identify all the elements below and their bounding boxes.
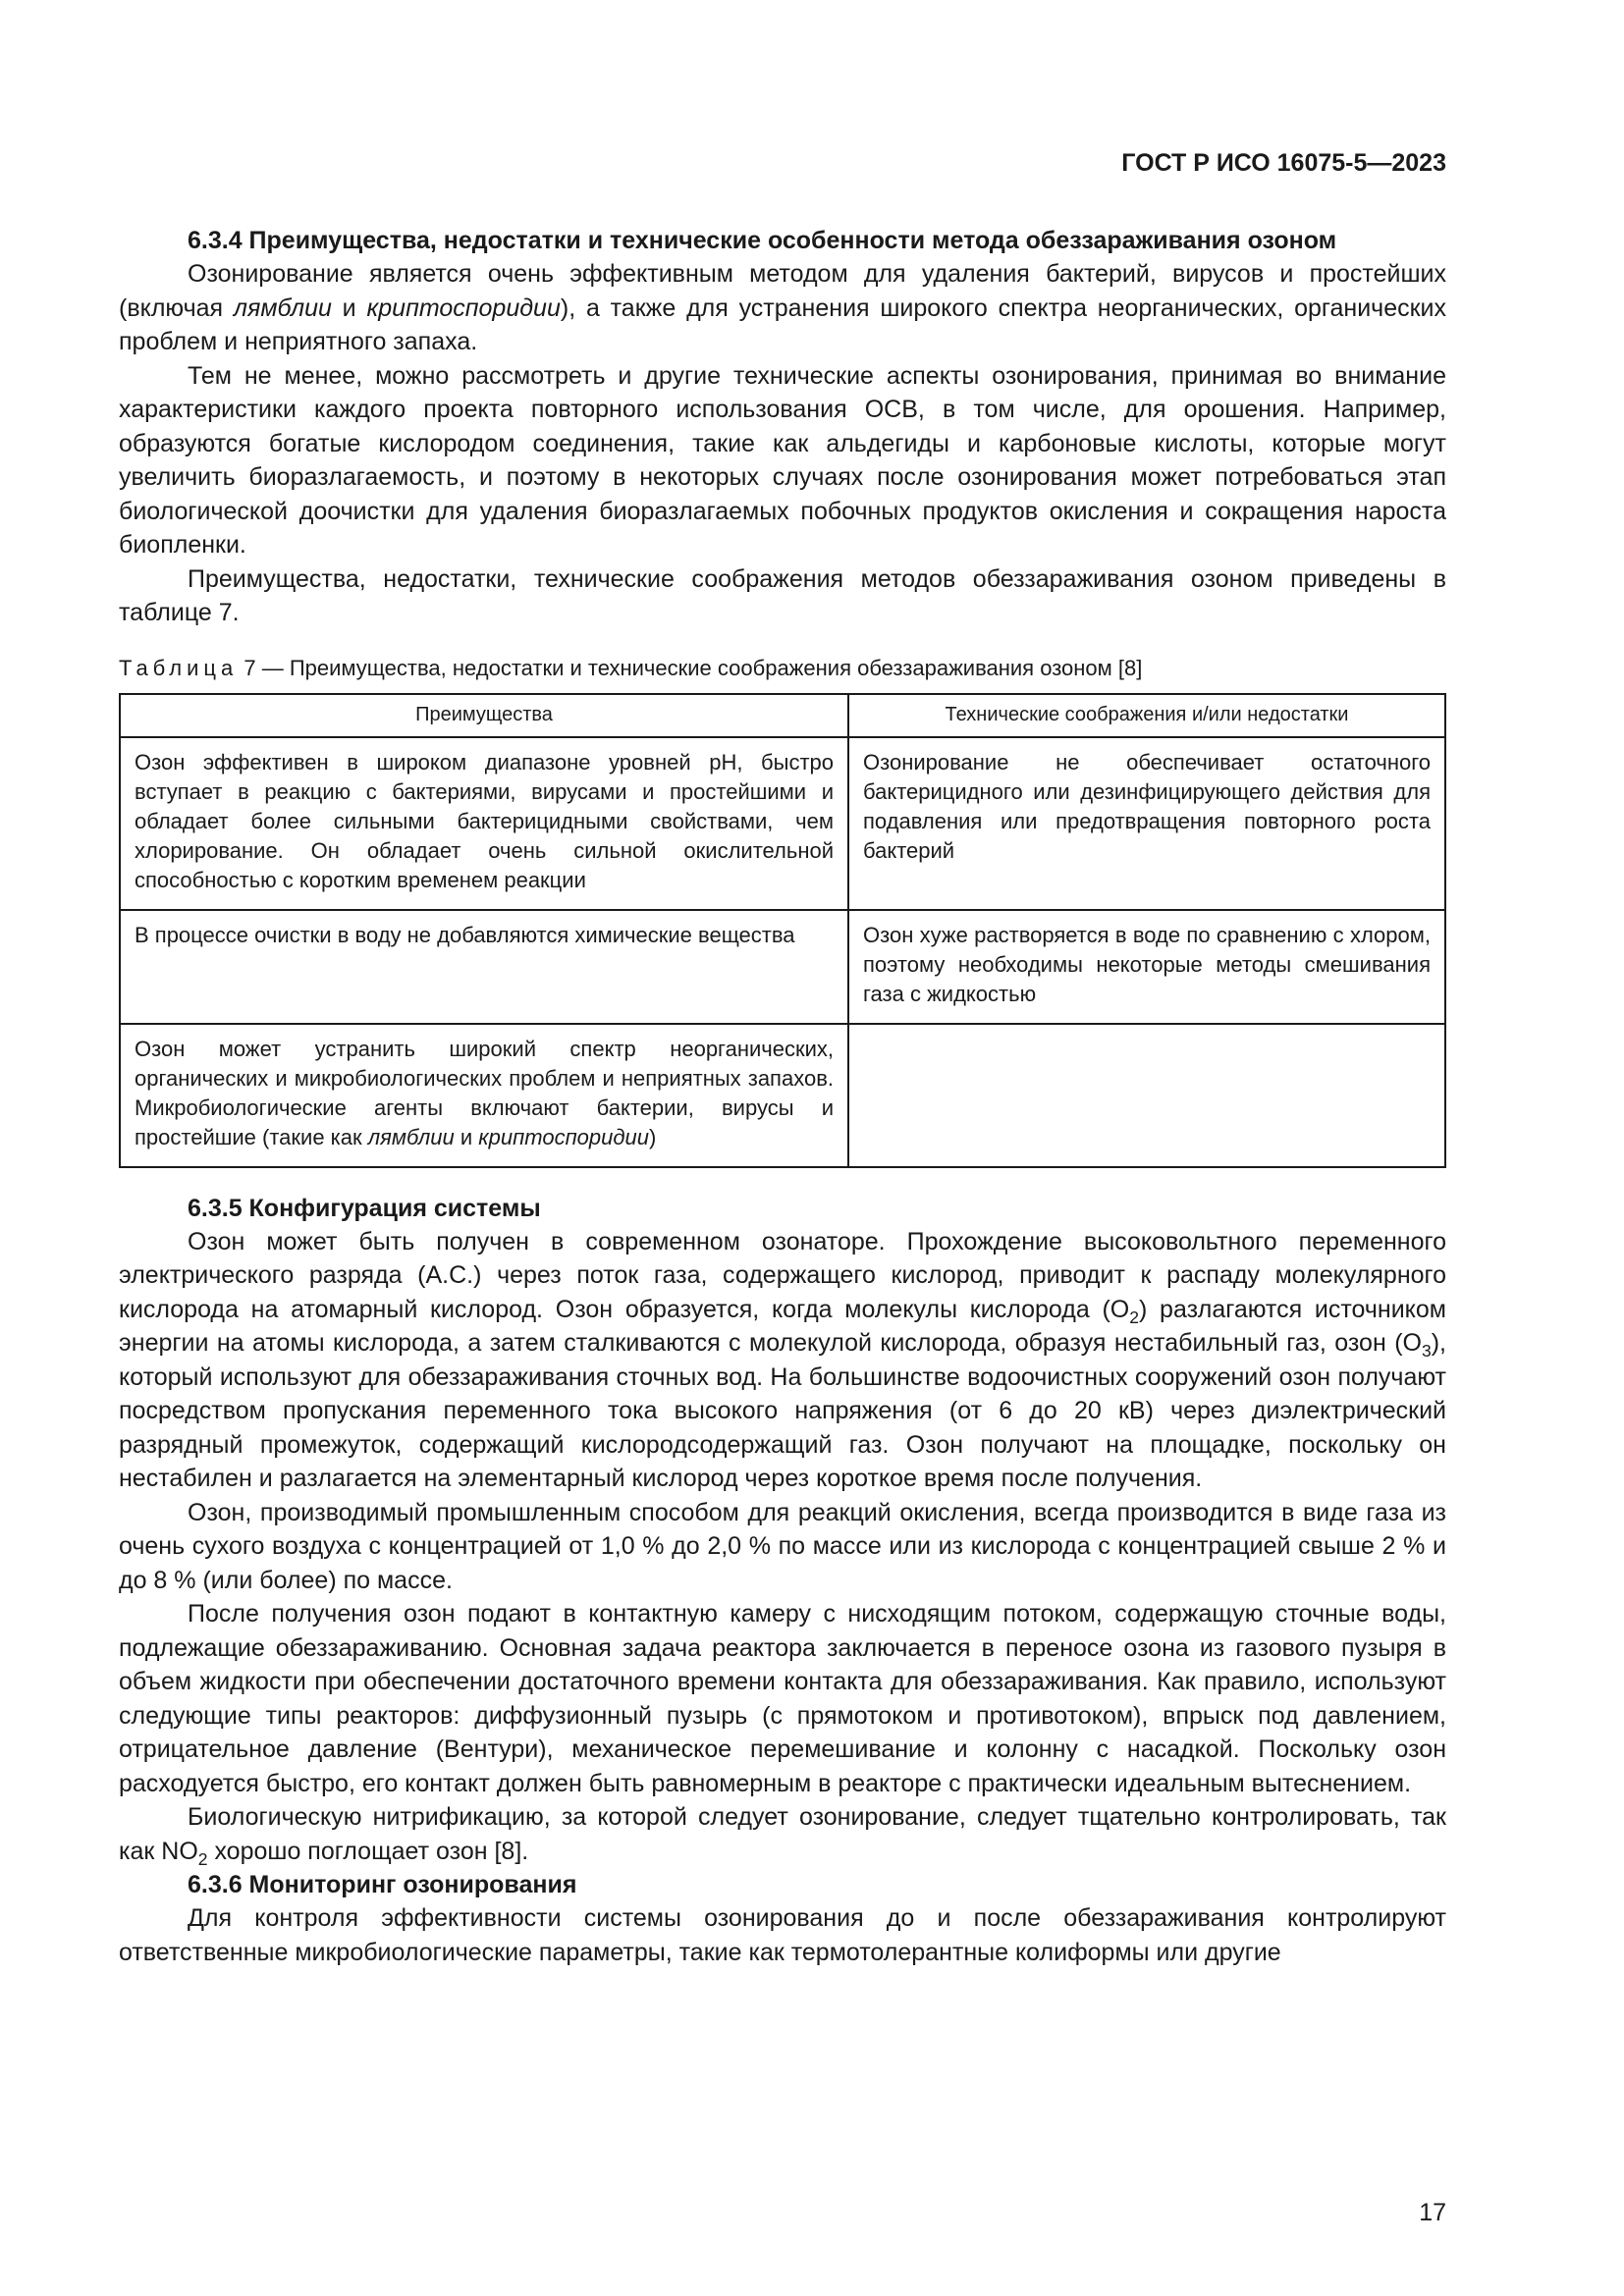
section-6-3-4-heading: 6.3.4 Преимущества, недостатки и технические особенности метода обеззараживания озоном bbox=[188, 227, 1337, 254]
table-cell: Озон хуже растворяется в воде по сравнению с хлором, поэтому необходимы некоторые методы смешивания газа с жидкостью bbox=[848, 910, 1445, 1024]
table-cell: Озонирование не обеспечивает остаточного бактерицидного или дезинфицирующего действия для подавления или предотвращения повторного роста бактерий bbox=[848, 737, 1445, 910]
table-row bbox=[120, 910, 1445, 1024]
section-6-3-4-paragraph-1: Озонирование является очень эффективным методом для удаления бактерий, вирусов и простейших (включая лямблии и криптоспоридии), а также для устранения широкого спектра неорганических, органических проблем и неприятного запаха. bbox=[119, 260, 1446, 355]
table-cell-empty bbox=[848, 1024, 1445, 1167]
table-row bbox=[120, 1024, 1445, 1167]
table-cell: Озон эффективен в широком диапазоне уровней pH, быстро вступает в реакцию с бактериями, вирусами и простейшими и обладает более сильными бактерицидными свойствами, чем хлорирование. Он обладает очень сильной окислительной способностью с коротким временем реакции bbox=[120, 737, 848, 910]
section-6-3-5-paragraph-1: Озон может быть получен в современном озонаторе. Прохождение высоковольтного переменного электрического разряда (A.C.) через поток газа, содержащего кислород, приводит к распаду молекулярного кислорода на атомарный кислород. Озон образуется, когда молекулы кислорода $(O_2)$ разлагаются источником энергии на атомы кислорода, а затем сталкиваются с молекулой кислорода, образуя нестабильный газ, озон $(O_3)$, который используют для обеззараживания сточных вод. На большинстве водоочистных сооружений озон получают посредством пропускания переменного тока высокого напряжения (от 6 до 20 кВ) через диэлектрический разрядный промежуток, содержащий кислородсодержащий газ. Озон получают на площадке, поскольку он нестабилен и разлагается на элементарный кислород через короткое время после получения. bbox=[119, 1227, 1446, 1492]
table-cell: В процессе очистки в воду не добавляются химические вещества bbox=[120, 910, 848, 1024]
section-6-3-5-paragraph-3: После получения озон подают в контактную камеру с нисходящим потоком, содержащую сточные воды, подлежащие обеззараживанию. Основная задача реактора заключается в переносе озона из газового пузыря в объем жидкости при обеспечении достаточного времени контакта для обеззараживания. Как правило, используют следующие типы реакторов: диффузионный пузырь (с прямотоком и противотоком), впрыск под давлением, отрицательное давление (Вентури), механическое перемешивание и колонну с насадкой. Поскольку озон расходуется быстро, его контакт должен быть равномерным в реакторе с практически идеальным вытеснением. bbox=[119, 1600, 1446, 1797]
table-row bbox=[120, 737, 1445, 910]
table-header-advantages: Преимущества bbox=[120, 694, 848, 737]
table-cell: Озон может устранить широкий спектр неорганических, органических и микробиологических проблем и неприятных запахов. Микробиологические агенты включают бактерии, вирусы и простейшие (такие как лямблии и криптоспоридии) bbox=[120, 1024, 848, 1167]
page-content bbox=[119, 224, 1446, 1969]
section-6-3-5-paragraph-2: Озон, производимый промышленным способом для реакций окисления, всегда производится в виде газа из очень сухого воздуха с концентрацией от 1,0 % до 2,0 % по массе или из кислорода с концентрацией свыше 2 % и до 8 % (или более) по массе. bbox=[119, 1498, 1446, 1594]
table-7 bbox=[119, 693, 1446, 1168]
section-6-3-5-heading: 6.3.5 Конфигурация системы bbox=[188, 1194, 541, 1222]
table-header-row bbox=[120, 694, 1445, 737]
section-6-3-4-paragraph-3: Преимущества, недостатки, технические соображения методов обеззараживания озоном приведены в таблице 7. bbox=[119, 564, 1446, 626]
section-6-3-5-paragraph-4: Биологическую нитрификацию, за которой следует озонирование, следует тщательно контролировать, так как $NO_2$ хорошо поглощает озон [8]. bbox=[119, 1803, 1446, 1869]
section-6-3-6-paragraph-1: Для контроля эффективности системы озонирования до и после обеззараживания контролируют ответственные микробиологические параметры, такие как термотолерантные колиформы или другие bbox=[119, 1904, 1446, 1966]
page-number: 17 bbox=[1419, 2199, 1446, 2226]
standard-designation: ГОСТ Р ИСО 16075-5—2023 bbox=[1121, 149, 1446, 177]
table-7-caption: Таблица 7 — Преимущества, недостатки и технические соображения обеззараживания озоном [8] bbox=[119, 655, 1143, 680]
section-6-3-6-heading: 6.3.6 Мониторинг озонирования bbox=[188, 1871, 577, 1898]
section-6-3-4-paragraph-2: Тем не менее, можно рассмотреть и другие технические аспекты озонирования, принимая во внимание характеристики каждого проекта повторного использования ОСВ, в том числе, для орошения. Например, образуются богатые кислородом соединения, такие как альдегиды и карбоновые кислоты, которые могут увеличить биоразлагаемость, и поэтому в некоторых случаях после озонирования может потребоваться этап биологической доочистки для удаления биоразлагаемых побочных продуктов окисления и сокращения нароста биопленки. bbox=[119, 361, 1446, 559]
table-header-disadvantages: Технические соображения и/или недостатки bbox=[848, 694, 1445, 737]
